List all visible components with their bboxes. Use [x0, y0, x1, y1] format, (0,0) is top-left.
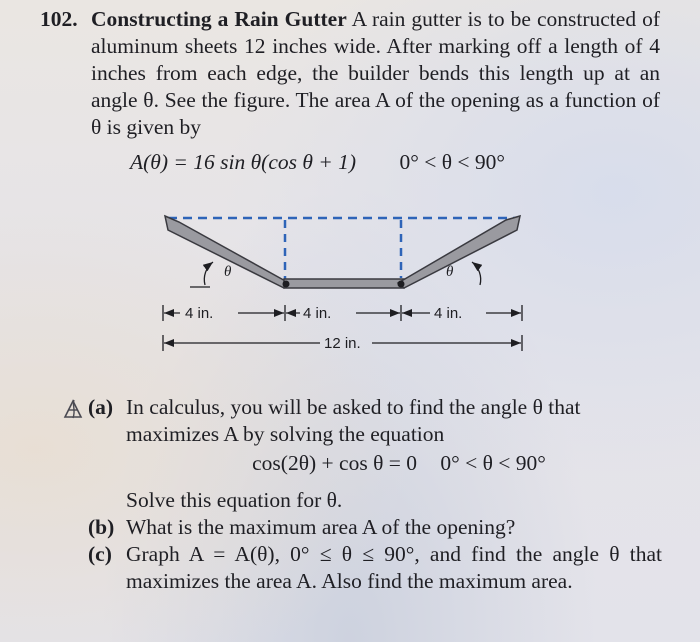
bend-point-left: [283, 281, 290, 288]
calculus-icon: [62, 396, 86, 420]
problem-102: [40, 6, 660, 141]
part-a-label: (a): [88, 395, 114, 419]
part-a-equation: [126, 450, 662, 477]
part-c: [62, 541, 662, 595]
theta-right-label: θ: [446, 264, 454, 280]
part-c-text: Graph A = A(θ), 0° ≤ θ ≤ 90°, and find the angle θ that maximizes the area A. Also find the maximum area.: [126, 542, 662, 593]
bend-point-right: [398, 281, 405, 288]
theta-left-label: θ: [224, 264, 232, 280]
problem-number: 102.: [40, 7, 78, 31]
right-angle-arc: [472, 262, 481, 285]
part-a-equation-expression: cos(2θ) + cos θ = 0: [252, 451, 417, 475]
problem-text: A rain gutter is to be constructed of aluminum sheets 12 inches wide. After marking off a length of 4 inches from each edge, the builder bends this length up at an angle θ. See the figure. The area A of the opening as a function of θ is given by: [91, 7, 660, 139]
left-angle-arc: [204, 262, 213, 285]
gutter-right-side: [398, 216, 520, 288]
part-a-instruction: Solve this equation for θ.: [126, 488, 343, 512]
part-b-text: What is the maximum area A of the opening?: [126, 515, 516, 539]
part-b: [62, 514, 662, 541]
gutter-bottom: [284, 279, 404, 288]
part-a: [62, 394, 662, 514]
dim-label-left: 4 in.: [185, 305, 214, 322]
area-formula: [130, 150, 505, 175]
part-a-equation-condition: 0° < θ < 90°: [440, 451, 546, 475]
dim-label-total: 12 in.: [324, 335, 361, 352]
gutter-figure: [150, 208, 535, 368]
part-a-text: In calculus, you will be asked to find the angle θ that maximizes A by solving the equation: [126, 395, 581, 446]
problem-title: Constructing a Rain Gutter: [91, 7, 347, 31]
area-formula-condition: 0° < θ < 90°: [399, 150, 505, 174]
part-c-label: (c): [88, 542, 112, 566]
problem-parts: [62, 394, 662, 595]
problem-statement: [40, 6, 660, 141]
area-formula-expression: A(θ) = 16 sin θ(cos θ + 1): [130, 150, 357, 174]
dim-label-right: 4 in.: [434, 305, 463, 322]
part-b-label: (b): [88, 515, 115, 539]
dim-label-middle: 4 in.: [303, 305, 332, 322]
